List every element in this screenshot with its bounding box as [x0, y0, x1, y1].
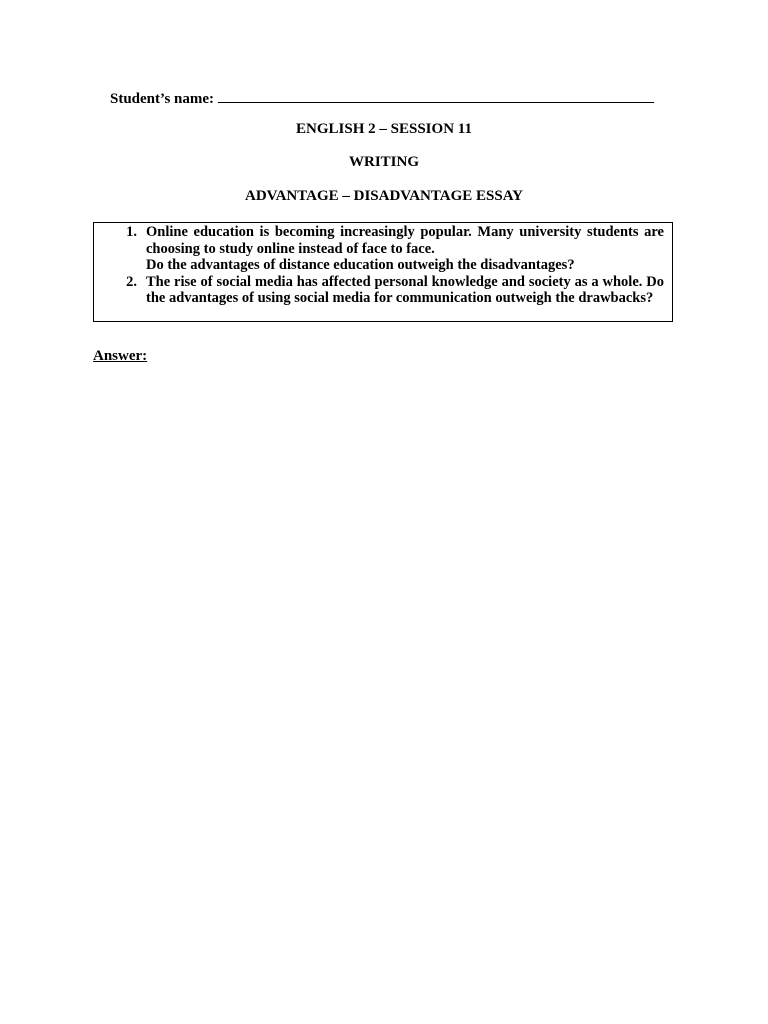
task-number: 2.: [126, 273, 137, 290]
task-2-statement: The rise of social media has affected personal knowledge and society as a whole. Do the advantages of using social media for communication outweigh the drawbacks?: [146, 273, 664, 307]
course-title: ENGLISH 2 – SESSION 11: [296, 121, 472, 137]
task-item-2: [94, 274, 664, 307]
task-text: [146, 224, 664, 274]
section-title: WRITING: [348, 154, 419, 170]
task-1-question: Do the advantages of distance education outweigh the disadvantages?: [146, 257, 575, 274]
answer-label: Answer:: [93, 348, 148, 364]
student-name-label: Student’s name:: [110, 91, 215, 107]
student-name-row: [110, 88, 654, 108]
task-prompt-box: [93, 222, 673, 322]
task-item-1: [94, 224, 664, 274]
student-name-blank[interactable]: [218, 88, 654, 103]
task-number: 1.: [126, 224, 137, 240]
essay-type-title: ADVANTAGE – DISADVANTAGE ESSAY: [245, 188, 523, 204]
task-text: [146, 274, 664, 307]
task-1-statement: Online education is becoming increasingly popular. Many university students are choosing to study online instead of face to face.: [146, 224, 664, 257]
